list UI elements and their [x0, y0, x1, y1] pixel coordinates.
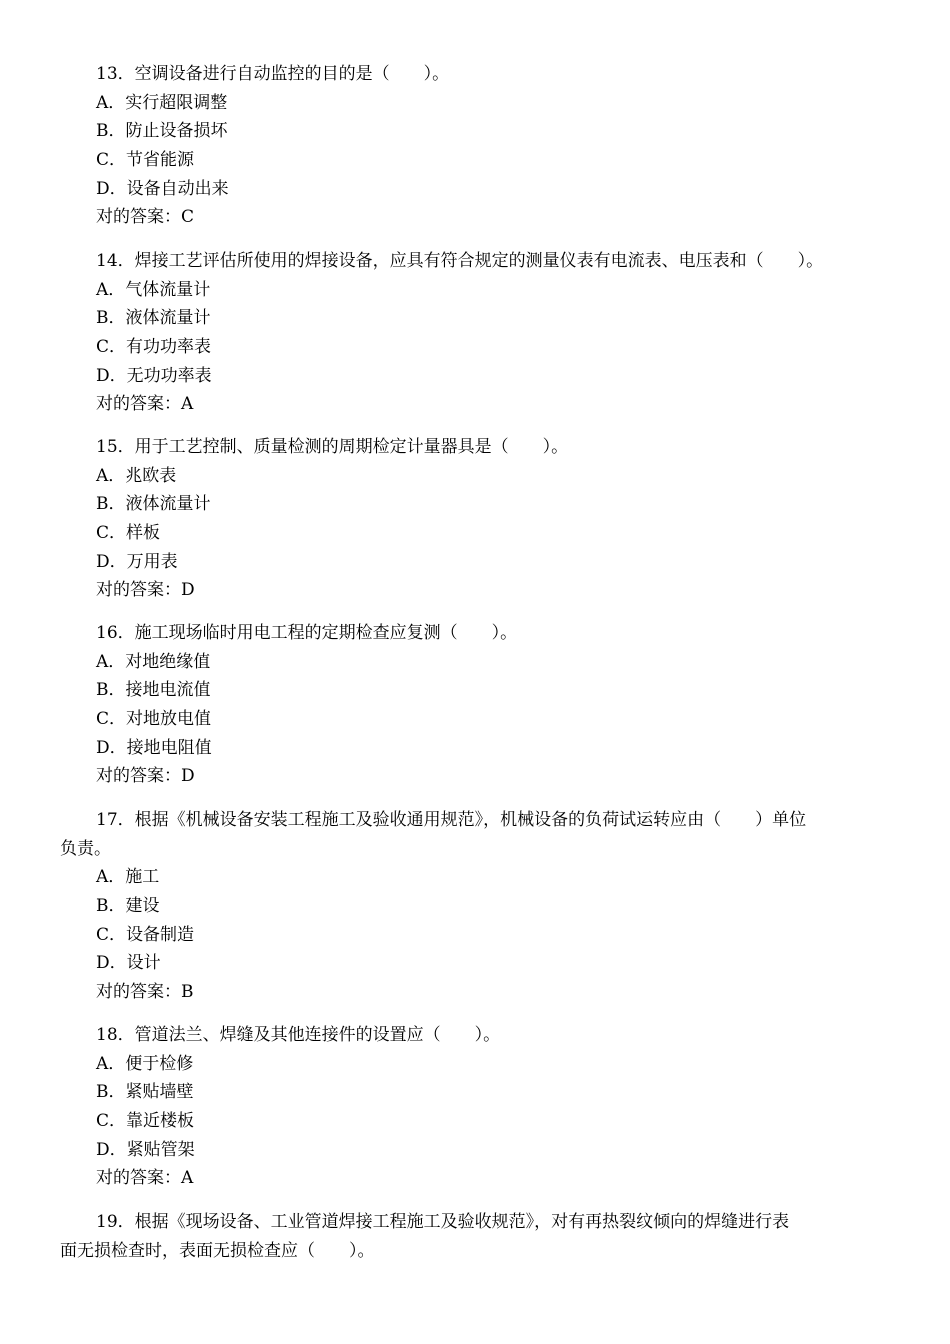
option-b: B．防止设备损坏 — [96, 121, 228, 142]
question-18 — [0, 1021, 950, 1193]
question-stem: 14．焊接工艺评估所使用的焊接设备，应具有符合规定的测量仪表有电流表、电压表和（ ）。 — [96, 251, 824, 271]
option-d: D．设备自动出来 — [96, 178, 229, 199]
option-b: B．紧贴墙壁 — [96, 1082, 194, 1103]
option-b: B．液体流量计 — [96, 494, 211, 515]
option-c: C．有功功率表 — [96, 337, 212, 358]
question-stem-continued: 负责。 — [60, 838, 111, 859]
option-a: A．便于检修 — [96, 1053, 194, 1074]
option-d: D．设计 — [96, 953, 161, 974]
question-stem: 16．施工现场临时用电工程的定期检查应复测（ ）。 — [96, 623, 518, 643]
option-a: A．对地绝缘值 — [96, 651, 211, 672]
question-stem-continued: 面无损检查时，表面无损检查应（ ）。 — [60, 1240, 375, 1261]
question-15 — [0, 433, 950, 605]
option-d: D．接地电阻值 — [96, 737, 212, 758]
option-b: B．建设 — [96, 896, 160, 917]
option-d: D．万用表 — [96, 551, 178, 572]
question-stem: 18．管道法兰、焊缝及其他连接件的设置应（ ）。 — [96, 1025, 501, 1045]
answer-line: 对的答案：B — [96, 982, 194, 1003]
question-stem: 17．根据《机械设备安装工程施工及验收通用规范》，机械设备的负荷试运转应由（ ）单位 — [96, 810, 807, 830]
question-stem: 15．用于工艺控制、质量检测的周期检定计量器具是（ ）。 — [96, 437, 569, 457]
option-c: C．节省能源 — [96, 150, 195, 171]
option-c: C．靠近楼板 — [96, 1111, 195, 1132]
option-d: D．无功功率表 — [96, 365, 212, 386]
question-stem: 13．空调设备进行自动监控的目的是（ ）。 — [96, 64, 450, 84]
option-a: A．实行超限调整 — [96, 92, 228, 113]
option-b: B．液体流量计 — [96, 308, 211, 329]
question-13 — [0, 60, 950, 232]
answer-line: 对的答案：C — [96, 207, 195, 228]
question-16 — [0, 619, 950, 791]
answer-line: 对的答案：A — [96, 394, 194, 415]
answer-line: 对的答案：D — [96, 766, 195, 787]
option-a: A．气体流量计 — [96, 279, 211, 300]
option-a: A．施工 — [96, 867, 160, 888]
question-stem: 19．根据《现场设备、工业管道焊接工程施工及验收规范》，对有再热裂纹倾向的焊缝进行表 — [96, 1212, 790, 1232]
question-14 — [0, 247, 950, 419]
option-d: D．紧贴管架 — [96, 1139, 195, 1160]
question-19 — [0, 1208, 950, 1265]
option-b: B．接地电流值 — [96, 680, 211, 701]
question-17 — [0, 806, 950, 1007]
option-c: C．对地放电值 — [96, 709, 212, 730]
option-c: C．样板 — [96, 523, 161, 544]
option-c: C．设备制造 — [96, 924, 195, 945]
answer-line: 对的答案：A — [96, 1168, 194, 1189]
answer-line: 对的答案：D — [96, 580, 195, 601]
option-a: A．兆欧表 — [96, 465, 177, 486]
